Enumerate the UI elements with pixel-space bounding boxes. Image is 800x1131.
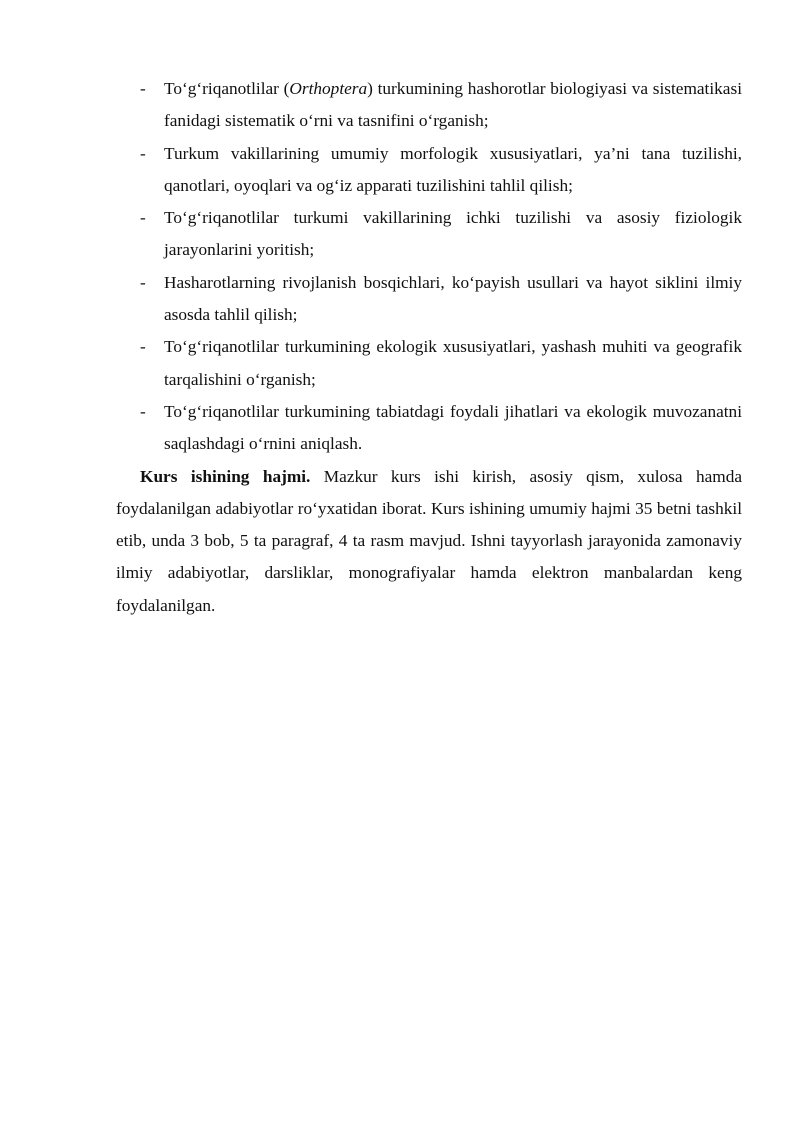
list-item-text: Turkum vakillarining umumiy morfologik xususiyatlari, ya’ni tana tuzilishi, qanotlari, oyoqlari va og‘iz apparati tuzilishini tahlil qilish;: [164, 143, 742, 195]
document-page: [116, 73, 742, 622]
list-item: [116, 138, 742, 203]
list-item: [116, 331, 742, 396]
list-item: [116, 73, 742, 138]
list-dash: -: [140, 79, 146, 98]
list-item-text: To‘g‘riqanotlilar (Orthoptera) turkumining hashorotlar biologiyasi va sistematikasi fanidagi sistematik o‘rni va tasnifini o‘rganish;: [164, 79, 743, 131]
list-dash: -: [140, 143, 146, 163]
list-dash: -: [140, 272, 146, 292]
list-item-text: To‘g‘riqanotlilar turkumining tabiatdagi foydali jihatlari va ekologik muvozanatni saqlashdagi o‘rnini aniqlash.: [164, 401, 742, 454]
volume-text: Mazkur kurs ishi kirish, asosiy qism, xulosa hamda foydalanilgan adabiyotlar ro‘yxatidan iborat. Kurs ishining umumiy hajmi 35 betni tashkil etib, unda 3 bob, 5 ta paragraf, 4 ta rasm mavjud. Ishni tayyorlash jarayonida zamonaviy ilmiy adabiyotlar, darsliklar, monografiyalar hamda elektron manbalardan keng foydalanilgan.: [116, 466, 743, 615]
objectives-list: [116, 73, 742, 461]
list-item-text: To‘g‘riqanotlilar turkumi vakillarining ichki tuzilishi va asosiy fiziologik jarayonlarini yoritish;: [164, 208, 742, 260]
list-item-text: Hasharotlarning rivojlanish bosqichlari, ko‘payish usullari va hayot siklini ilmiy asosda tahlil qilish;: [164, 272, 742, 325]
list-item: [116, 267, 742, 332]
list-dash: -: [140, 337, 146, 357]
volume-heading: Kurs ishining hajmi.: [140, 466, 311, 486]
list-dash: -: [140, 401, 146, 421]
latin-name: Orthoptera: [289, 79, 368, 98]
volume-paragraph: [116, 461, 742, 622]
list-dash: -: [140, 208, 146, 228]
list-item: [116, 202, 742, 267]
list-item: [116, 396, 742, 461]
list-item-text: To‘g‘riqanotlilar turkumining ekologik xususiyatlari, yashash muhiti va geografik tarqalishini o‘rganish;: [164, 337, 742, 389]
